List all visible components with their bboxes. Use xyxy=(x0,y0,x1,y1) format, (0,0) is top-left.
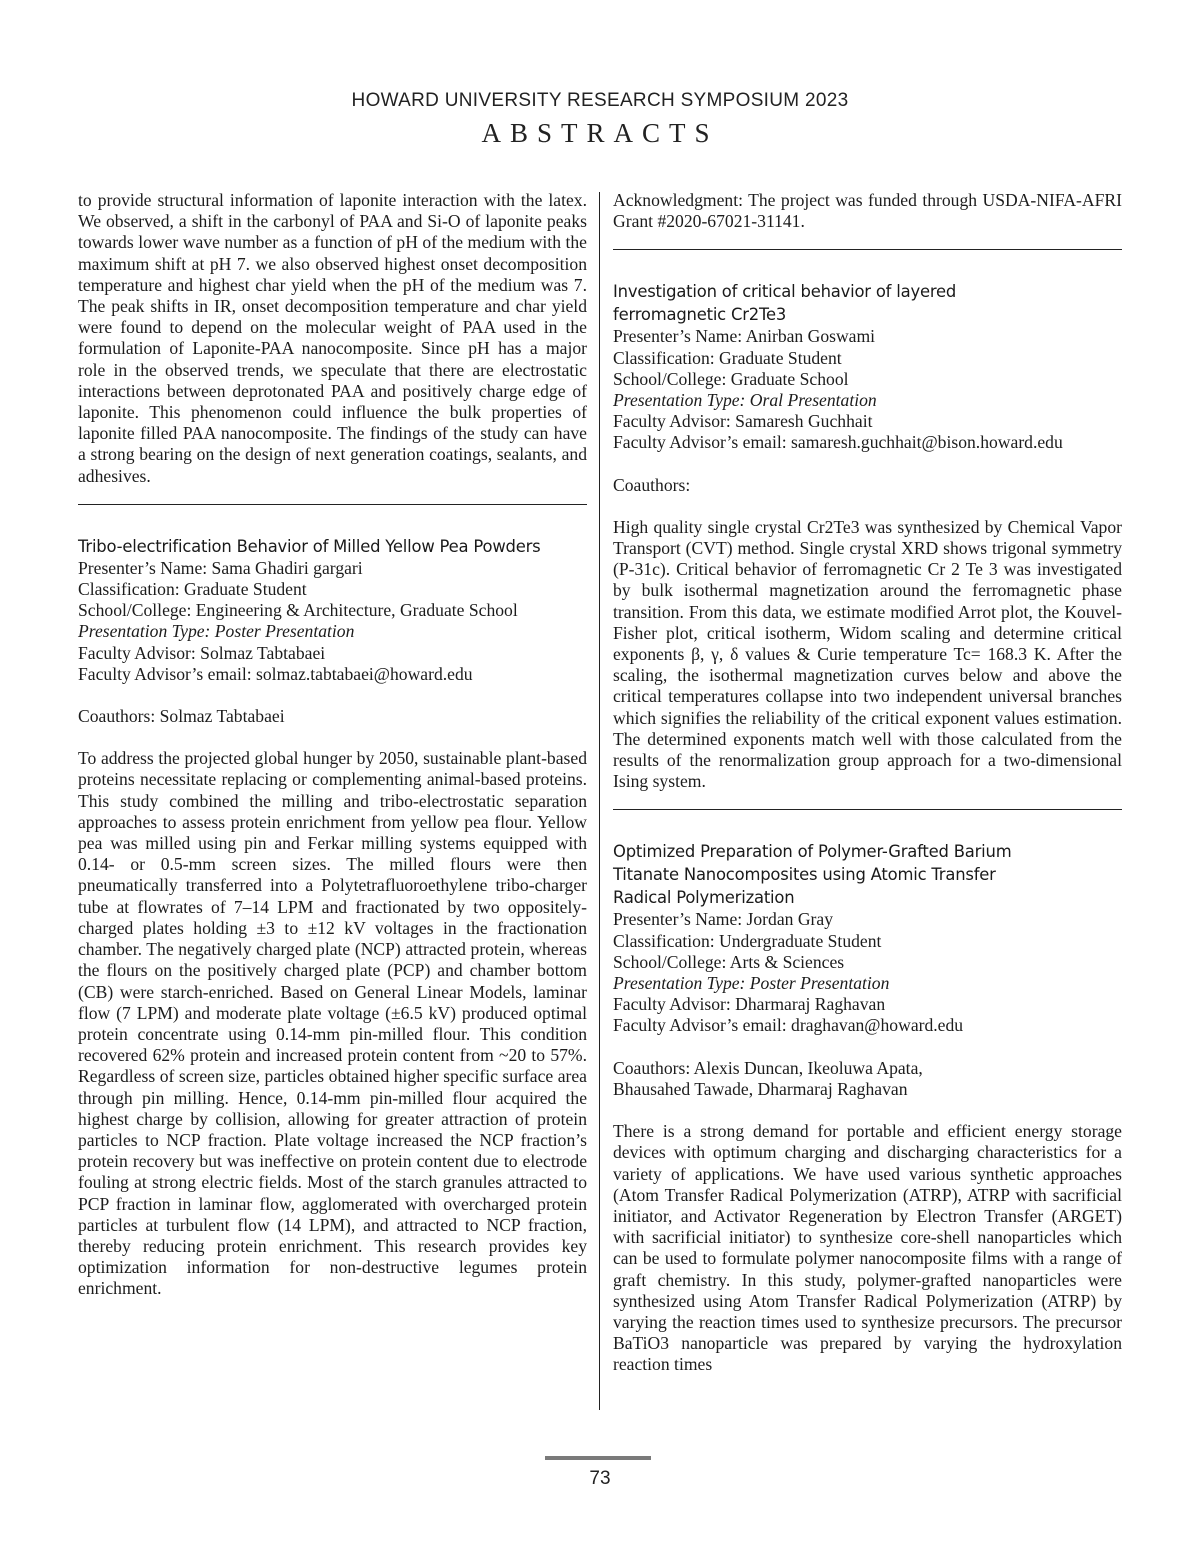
abstract-meta xyxy=(78,558,587,685)
coauthors xyxy=(613,1058,1122,1100)
faculty-advisor: Faculty Advisor: Solmaz Tabtabaei xyxy=(78,642,326,663)
abstract-title: Tribo-electrification Behavior of Milled Yellow Pea Powders xyxy=(78,536,541,556)
footer-bar xyxy=(545,1456,651,1460)
abstract-cr2te3 xyxy=(613,280,1122,792)
right-column xyxy=(613,190,1122,1376)
faculty-advisor: Faculty Advisor: Dharmaraj Raghavan xyxy=(613,994,886,1015)
presenter-name: Presenter’s Name: Sama Ghadiri gargari xyxy=(78,557,363,578)
presenter-name: Presenter’s Name: Anirban Goswami xyxy=(613,326,876,347)
abstract-title: Optimized Preparation of Polymer-Grafted Barium Titanate Nanocomposites using Atomic Transfer Radical Polymerization xyxy=(613,842,1012,908)
abstract-tribo-electrification xyxy=(78,535,587,1300)
classification: Classification: Graduate Student xyxy=(613,347,842,368)
coauthors: Coauthors: xyxy=(613,474,691,495)
faculty-advisor-email: Faculty Advisor’s email: solmaz.tabtabaei@howard.edu xyxy=(78,663,473,684)
school-college: School/College: Arts & Sciences xyxy=(613,951,845,972)
coauthors-line: Coauthors: Alexis Duncan, Ikeoluwa Apata, xyxy=(613,1057,923,1078)
presenter-name: Presenter’s Name: Jordan Gray xyxy=(613,909,834,930)
left-column xyxy=(78,190,587,1300)
presentation-type: Presentation Type: Oral Presentation xyxy=(613,390,877,411)
faculty-advisor-email: Faculty Advisor’s email: draghavan@howard.edu xyxy=(613,1015,964,1036)
section-divider xyxy=(613,809,1122,810)
abstract-meta xyxy=(613,909,1122,1036)
coauthors-line: Bhausahed Tawade, Dharmaraj Raghavan xyxy=(613,1078,908,1099)
school-college: School/College: Graduate School xyxy=(613,368,849,389)
school-college: School/College: Engineering & Architecture, Graduate School xyxy=(78,600,518,621)
abstract-batio3 xyxy=(613,840,1122,1375)
section-title: ABSTRACTS xyxy=(481,118,719,148)
page-number: 73 xyxy=(589,1468,611,1489)
column-divider xyxy=(599,192,600,1410)
section-divider xyxy=(613,249,1122,250)
faculty-advisor-email: Faculty Advisor’s email: samaresh.guchhait@bison.howard.edu xyxy=(613,432,1063,453)
symposium-title: HOWARD UNIVERSITY RESEARCH SYMPOSIUM 2023 xyxy=(351,90,849,111)
presentation-type: Presentation Type: Poster Presentation xyxy=(613,973,890,994)
page-header xyxy=(0,90,1200,149)
abstract-title: Investigation of critical behavior of layered ferromagnetic Cr2Te3 xyxy=(613,282,957,325)
continued-abstract-text: to provide structural information of laponite interaction with the latex. We observed, a shift in the carbonyl of PAA and Si-O of laponite peaks towards lower wave number as a function of pH of the medium with the maximum shift at pH 7. we also observed highest onset decomposition temperature and highest char yield when the pH of the medium was 7. The peak shifts in IR, onset decomposition temperature and char yield were found to depend on the molecular weight of PAA used in the formulation of Laponite-PAA nanocomposite. Since pH has a major role in the observed trends, we speculate that there are electrostatic interactions between deprotonated PAA and positively charge edge of laponite. This phenomenon could influence the bulk properties of laponite filled PAA nanocomposite. The findings of the study can have a strong bearing on the design of next generation coatings, sealants, and adhesives. xyxy=(78,190,587,486)
abstract-body: There is a strong demand for portable and efficient energy storage devices with optimum charging and discharging characteristics for a variety of applications. We have used various synthetic approaches (Atom Transfer Radical Polymerization (ATRP), ATRP with sacrificial initiator, and Activator Regeneration by Electron Transfer (ARGET) with sacrificial initiator) to synthesize core-shell nanoparticles which can be used to formulate polymer nanocomposite films with a range of graft chemistry. In this study, polymer-grafted nanoparticles were synthesized using Atom Transfer Radical Polymerization (ATRP) by varying the reaction times used to synthesize precursors. The precursor BaTiO3 nanoparticle was prepared by varying the hydroxylation reaction times xyxy=(613,1121,1122,1375)
classification: Classification: Graduate Student xyxy=(78,579,307,600)
coauthors: Coauthors: Solmaz Tabtabaei xyxy=(78,706,285,727)
section-divider xyxy=(78,504,587,505)
abstract-meta xyxy=(613,326,1122,453)
presentation-type: Presentation Type: Poster Presentation xyxy=(78,621,355,642)
acknowledgment: Acknowledgment: The project was funded through USDA-NIFA-AFRI Grant #2020-67021-31141. xyxy=(613,190,1122,232)
abstract-body: To address the projected global hunger by 2050, sustainable plant-based proteins necessitate replacing or complementing animal-based proteins. This study combined the milling and tribo-electrostatic separation approaches to assess protein enrichment from yellow pea flour. Yellow pea was milled using pin and Ferkar milling systems equipped with 0.14- or 0.5-mm screen sizes. The milled flours were then pneumatically transferred into a Polytetrafluoroethylene tribo-charger tube at flowrates of 7–14 LPM and fractionated by two oppositely-charged plates holding ±3 to ±12 kV voltages in the fractionation chamber. The negatively charged plate (NCP) attracted protein, whereas the flours on the positively charged plate (PCP) and chamber bottom (CB) were starch-enriched. Based on General Linear Models, laminar flow (7 LPM) and moderate plate voltage (±6.5 kV) produced optimal protein concentrate using 0.14-mm pin-milled flour. This condition recovered 62% protein and increased protein content from ~20 to 57%. Regardless of screen size, particles obtained higher specific surface area through pin milling. Hence, 0.14-mm pin-milled flour acquired the highest charge by collision, allowing for greater attraction of protein particles to NCP fraction. Plate voltage increased the NCP fraction’s protein recovery but was ineffective on protein content due to electrode fouling at strong electric fields. Most of the starch granules attracted to PCP fraction in laminar flow, agglomerated with overcharged protein particles at turbulent flow (14 LPM), and attracted to NCP fraction, thereby reducing protein enrichment. This research provides key optimization information for non-destructive legumes protein enrichment. xyxy=(78,748,587,1299)
abstract-body: High quality single crystal Cr2Te3 was synthesized by Chemical Vapor Transport (CVT) method. Single crystal XRD shows trigonal symmetry (P-31c). Critical behavior of ferromagnetic Cr 2 Te 3 was investigated by bulk isothermal magnetization around the ferromagnetic phase transition. From this data, we estimate modified Arrot plot, the Kouvel-Fisher plot, critical isotherm, Widom scaling and determine critical exponents β, γ, δ values & Curie temperature Tc= 168.3 K. After the scaling, the isothermal magnetization curves below and above the critical temperatures collapse into two independent universal branches which signifies the reliability of the critical exponent values estimation. The determined exponents match well with those calculated from the results of the renormalization group approach for a two-dimensional Ising system. xyxy=(613,516,1122,792)
faculty-advisor: Faculty Advisor: Samaresh Guchhait xyxy=(613,411,873,432)
classification: Classification: Undergraduate Student xyxy=(613,930,882,951)
